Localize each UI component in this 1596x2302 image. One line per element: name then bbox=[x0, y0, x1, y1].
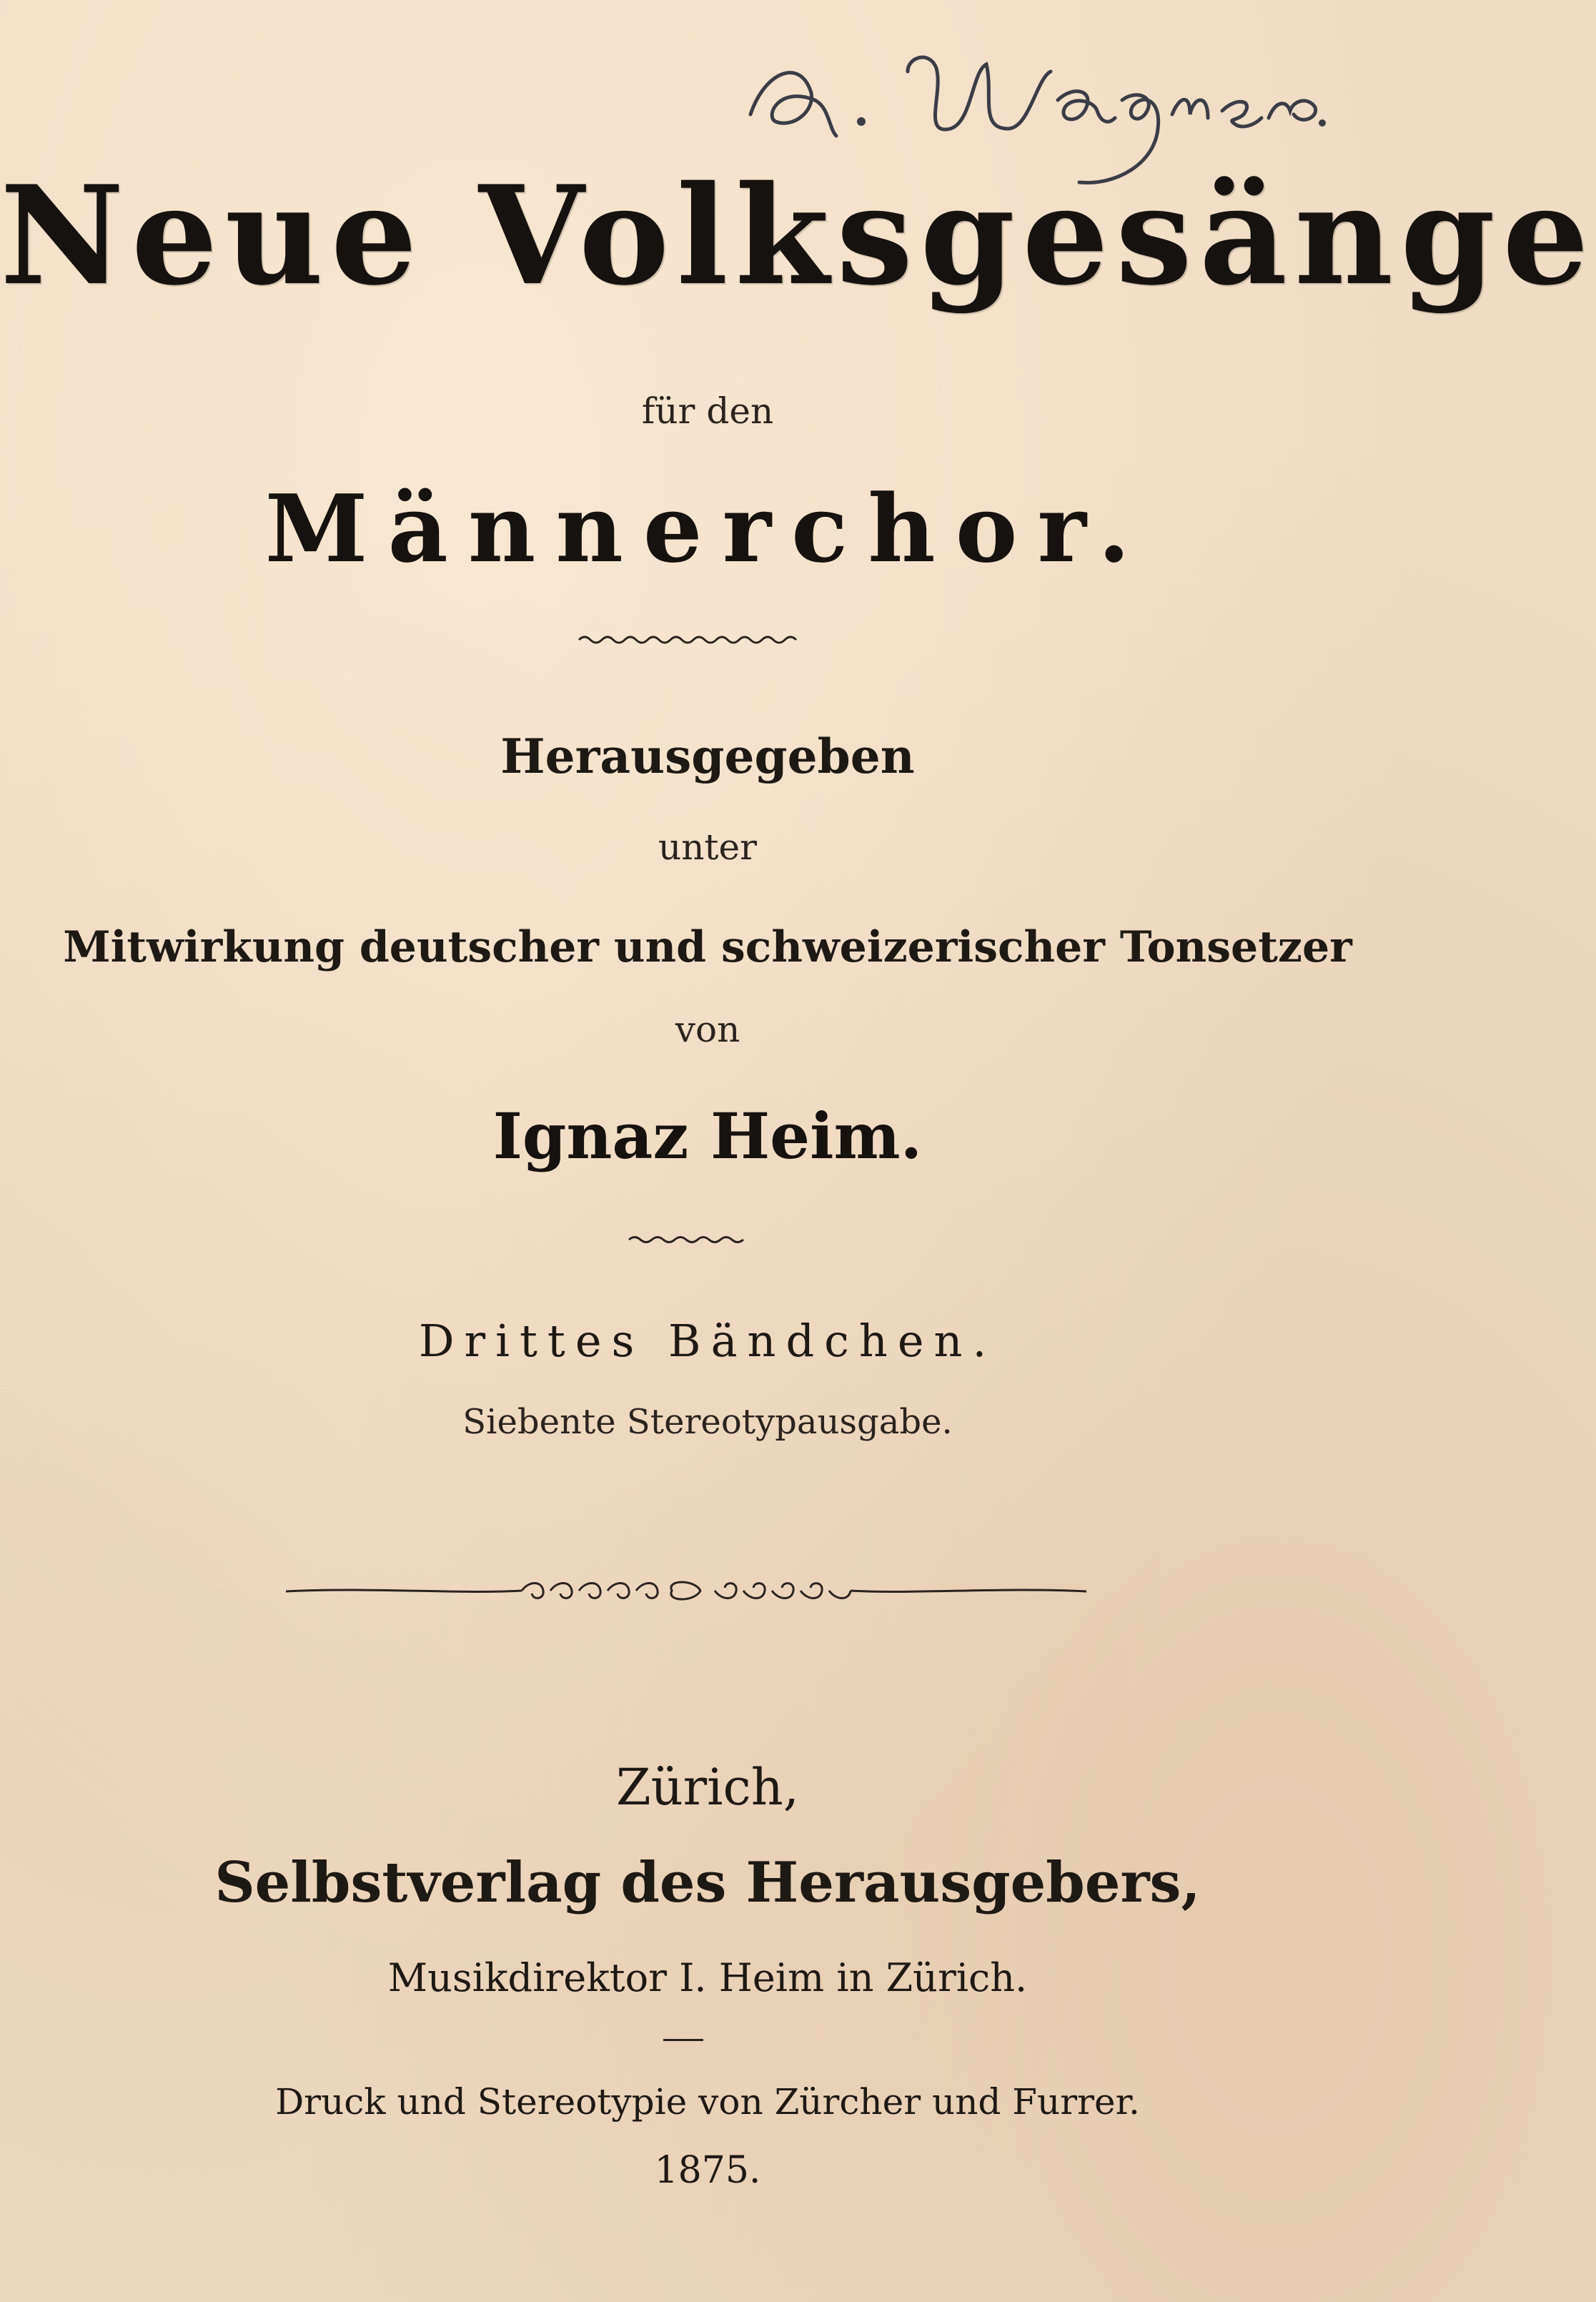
imprint-city: Zürich, bbox=[615, 1758, 800, 1817]
imprint-printer: Druck und Stereotypie von Zürcher und Furrer. bbox=[275, 2081, 1140, 2123]
edited-label: Herausgegeben bbox=[500, 728, 915, 784]
author-name: Ignaz Heim. bbox=[492, 1099, 923, 1173]
imprint-director: Musikdirektor I. Heim in Zürich. bbox=[387, 1955, 1028, 2000]
imprint-year: 1875. bbox=[654, 2149, 761, 2192]
edition-line: Siebente Stereotypausgabe. bbox=[462, 1402, 953, 1442]
short-rule bbox=[663, 2039, 703, 2041]
ornamental-divider bbox=[286, 1573, 1086, 1609]
imprint-publisher: Selbstverlag des Herausgebers, bbox=[214, 1850, 1201, 1915]
book-title: Neue Volksgesänge bbox=[0, 156, 1596, 315]
collaboration-line: Mitwirkung deutscher und schweizerischer Tonsetzer bbox=[63, 922, 1352, 972]
wavy-divider bbox=[579, 633, 801, 647]
by-label: von bbox=[675, 1009, 740, 1050]
wavy-divider-small bbox=[629, 1233, 743, 1246]
volume-line: Drittes Bändchen. bbox=[418, 1315, 997, 1367]
under-label: unter bbox=[658, 826, 757, 868]
subtitle-main: Männerchor. bbox=[264, 474, 1151, 583]
subtitle-line: für den bbox=[641, 390, 774, 432]
